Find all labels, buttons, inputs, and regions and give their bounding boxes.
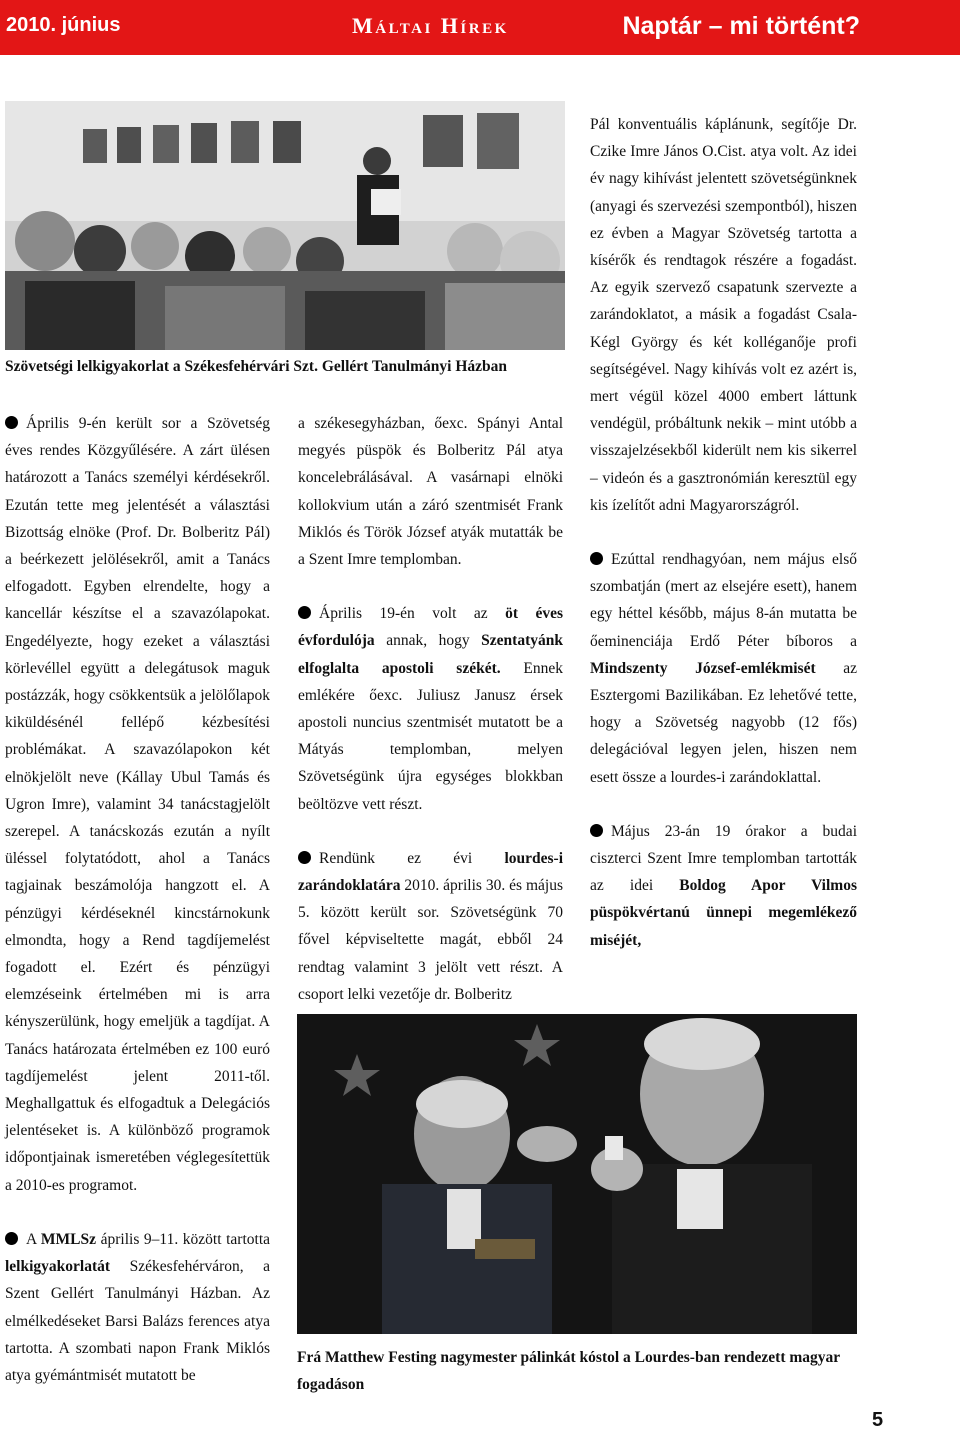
paragraph-retreat: A MMLSz április 9–11. között tartotta lelkigyakorlatát Székesfehérváron, a Szent Gellért Tanulmányi Házban. Az elmélkedéseket Barsi Balázs ferences atya tartotta. A szombati napon Frank Miklós atya gyémántmisét mutatott be [5, 1230, 270, 1384]
section-title: Naptár – mi történt? [622, 12, 860, 40]
paragraph-lourdes: Rendünk ez évi lourdes-i zarándoklatára 2010. április 30. és május 5. között került sor. Szövetségünk 70 fővel képviseltette magát, ebből 24 rendtag valamint 3 jelölt vett részt. A csoport lelki vezetője dr. Bolberitz [298, 849, 563, 1003]
photo-caption-retreat: Szövetségi lelkigyakorlat a Székesfehérvári Szt. Gellért Tanulmányi Házban [5, 358, 507, 375]
issue-date: 2010. június [6, 14, 121, 36]
paragraph-mindszenty: Ezúttal rendhagyóan, nem május első szombatján (mert az elsejére esett), hanem egy héttel később, május 8-án mutatta be őeminenciája Erdő Péter bíboros a Mindszenty József-emlékmisét az Esztergomi Bazilikában. Ez lehetővé tette, hogy a Szövetség nagyobb (12 fős) delegációval legyen jelen, hiszen nem esett össze a lourdes-i zarándoklattal. [590, 551, 857, 786]
bullet-icon [5, 1232, 18, 1245]
bullet-icon [298, 606, 311, 619]
paragraph-anniversary: Április 19-én volt az öt éves évfordulója annak, hogy Szentatyánk elfoglalta apostoli székét. Ennek emlékére őexc. Juliusz Janusz érsek apostoli nuncius szentmisét mutatott be a Mátyás templomban, melyen Szövetségünk újra egységes blokkban beöltözve vett részt. [298, 605, 563, 813]
photo-caption-grand-master: Frá Matthew Festing nagymester pálinkát kóstol a Lourdes-ban rendezett magyar fogadáson [297, 1349, 840, 1393]
bullet-icon [298, 851, 311, 864]
bullet-icon [5, 416, 18, 429]
paragraph-assembly: Április 9-én került sor a Szövetség éves rendes Közgyűlésére. A zárt ülésen határozott a Tanács személyi kérdésekről. Ezután tette meg jelentését a választási Bizottság elnöke (Prof. Dr. Bolberitz Pál) a beérkezett jelölésekről, amit a Tanács elfogadott. Egyben elrendelte, hogy a kancellár készítse el a szavazólapokat. Engedélyezte, hogy ezeket a választási körlevéllel együtt a delegátusok maguk postázzák, hogy csökkentsük a jelölőlapok kiküldésénél fellépő kézbesítési problémákat. A szavazólapokon két elnökjelölt neve (Kállay Ubul Tamás és Ugron Imre), valamint 34 tanácstagjelölt szerepel. A tanácskozás ezután a nyílt üléssel folytatódott, ahol a Tanács tagjainak beszámolója hangzott el. A pénzügyi kérdéseknél kincstárnokunk elmondta, hogy a Rend tagdíjemelést fogadott el. Ezért és pénzügyi elemzéseink értelmében mi is arra kényszerülünk, hogy emeljük a tagdíjat. A Tanács határozata értelmében ez 100 euró tagdíjemelést jelent 2011-től. Meghallgattuk és elfogadtuk a Delegációs jelentéseket is. A különböző programok időpontjainak ismeretében véglegesítettük a 2010-es programot. [5, 415, 270, 1194]
magazine-title: Máltai Hírek [352, 13, 509, 38]
column-1 [5, 410, 270, 1389]
grand-master-photo [297, 1014, 857, 1334]
paragraph-apor: Május 23-án 19 órakor a budai ciszterci Szent Imre templomban tartották az idei Boldog Apor Vilmos püspökvértanú ünnepi megemlékező miséjét, [590, 822, 857, 949]
page-header [0, 0, 960, 55]
bullet-icon [590, 824, 603, 837]
retreat-photo [5, 101, 565, 350]
paragraph-retreat-cont: a székesegyházban, őexc. Spányi Antal megyés püspök és Bolberitz Pál atya koncelebrálásával. A vasárnapi elnöki kollokvium után a záró szentmisét Frank Miklós és Török József atyák mutatták be a Szent Imre templomban. [298, 415, 563, 569]
column-2 [298, 410, 563, 1008]
page-number: 5 [872, 1409, 884, 1431]
paragraph-lourdes-cont: Pál konventuális káplánunk, segítője Dr. Czike Imre János O.Cist. atya volt. Az idei év nagy kihívást jelentett szövetségünknek (anyagi és szervezési szempontból), hiszen ez évben a Magyar Szövetség tartotta a kísérők és rendtagok részére a fogadást. Az egyik szervező csapatunk szervezte a zarándoklatot, a másik a fogadást Csala-Kégl György és két kolléganője profi segítségével. Nagy kihívás volt ez azért is, mert végül közel 4000 embert láttunk vendégül, próbáltunk nekik – mint utóbb a visszajelzésekből kiderült nem kis sikerrel – videón és a gasztronómián keresztül egy kis ízelítőt adni Magyarországról. [590, 116, 857, 514]
column-3 [590, 111, 857, 954]
bullet-icon [590, 552, 603, 565]
